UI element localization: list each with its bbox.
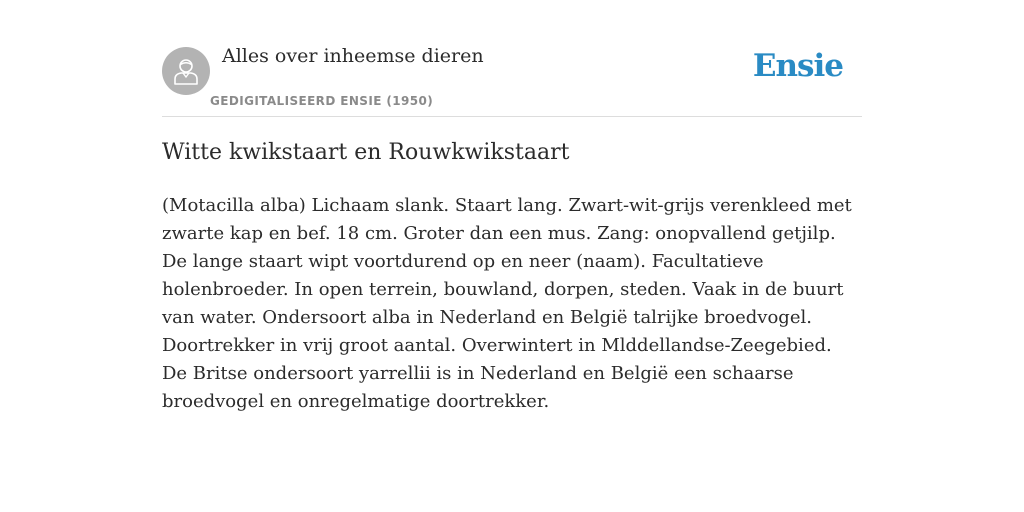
brand-logo[interactable]: Ensie <box>752 48 843 84</box>
page-container <box>162 0 862 412</box>
source-label: GEDIGITALISEERD ENSIE (1950) <box>210 94 434 108</box>
collection-title-link[interactable]: Alles over inheemse dieren <box>222 45 484 67</box>
entry-title: Witte kwikstaart en Rouwkwikstaart <box>162 140 570 165</box>
avatar[interactable] <box>162 47 210 95</box>
user-icon <box>173 57 199 85</box>
page-header <box>162 0 862 117</box>
entry-body: (Motacilla alba) Lichaam slank. Staart lang. Zwart-wit-grijs verenkleed met zwarte kap en bef. 18 cm. Groter dan een mus. Zang: onopvallend getjilp. De lange staart wipt voortdurend op en neer (naam). Facultatieve holenbroeder. In open terrein, bouwland, dorpen, steden. Vaak in de buurt van water. Ondersoort alba in Nederland en België talrijke broedvogel. Doortrekker in vrij groot aantal. Overwintert in Mlddellandse-Zeegebied. De Britse ondersoort yarrellii is in Nederland en België een schaarse broedvogel en onregelmatige doortrekker. <box>162 195 852 412</box>
